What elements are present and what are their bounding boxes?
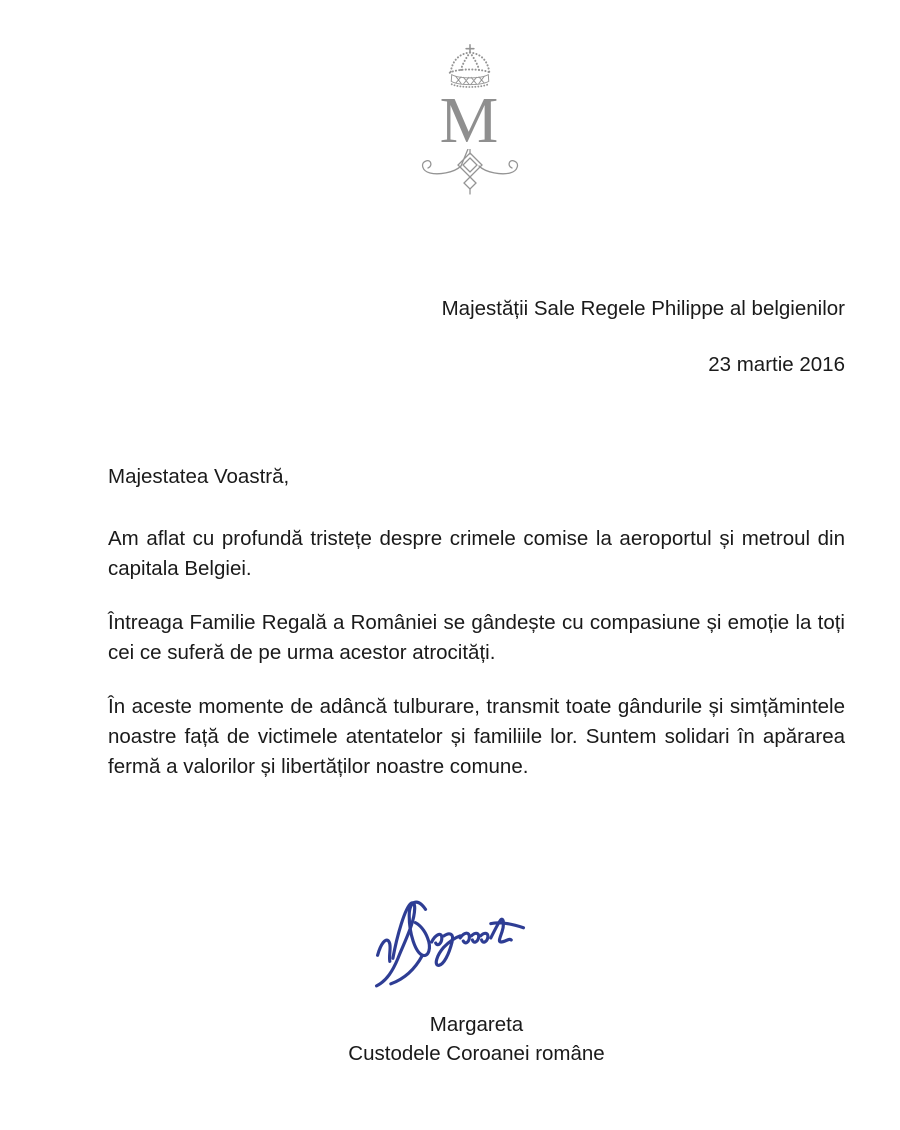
paragraph-2: Întreaga Familie Regală a României se gândește cu compasiune și emoție la toți cei ce suferă de pe urma acestor atrocități. [108, 611, 845, 664]
salutation: Majestatea Voastră, [108, 465, 290, 488]
paragraph-1: Am aflat cu profundă tristețe despre crimele comise la aeroportul și metroul din capitala Belgiei. [108, 527, 845, 580]
signature-block [108, 1010, 845, 1068]
signer-name: Margareta [429, 1013, 524, 1036]
signature-image [368, 891, 532, 998]
royal-monogram [385, 42, 555, 195]
signer-title: Custodele Coroanei române [348, 1042, 605, 1065]
date-line: 23 martie 2016 [708, 353, 845, 376]
recipient-line: Majestății Sale Regele Philippe al belgienilor [441, 297, 845, 320]
crown-icon [445, 42, 495, 89]
letter-content [108, 0, 845, 1130]
paragraph-3: În aceste momente de adâncă tulburare, transmit toate gândurile și simțămintele noastre față de victimele atentatelor și familiile lor. Suntem solidari în apărarea fermă a valorilor și libertăților noastre comune. [108, 695, 845, 778]
monogram-letter: M [439, 84, 500, 157]
letter-body [108, 524, 845, 806]
